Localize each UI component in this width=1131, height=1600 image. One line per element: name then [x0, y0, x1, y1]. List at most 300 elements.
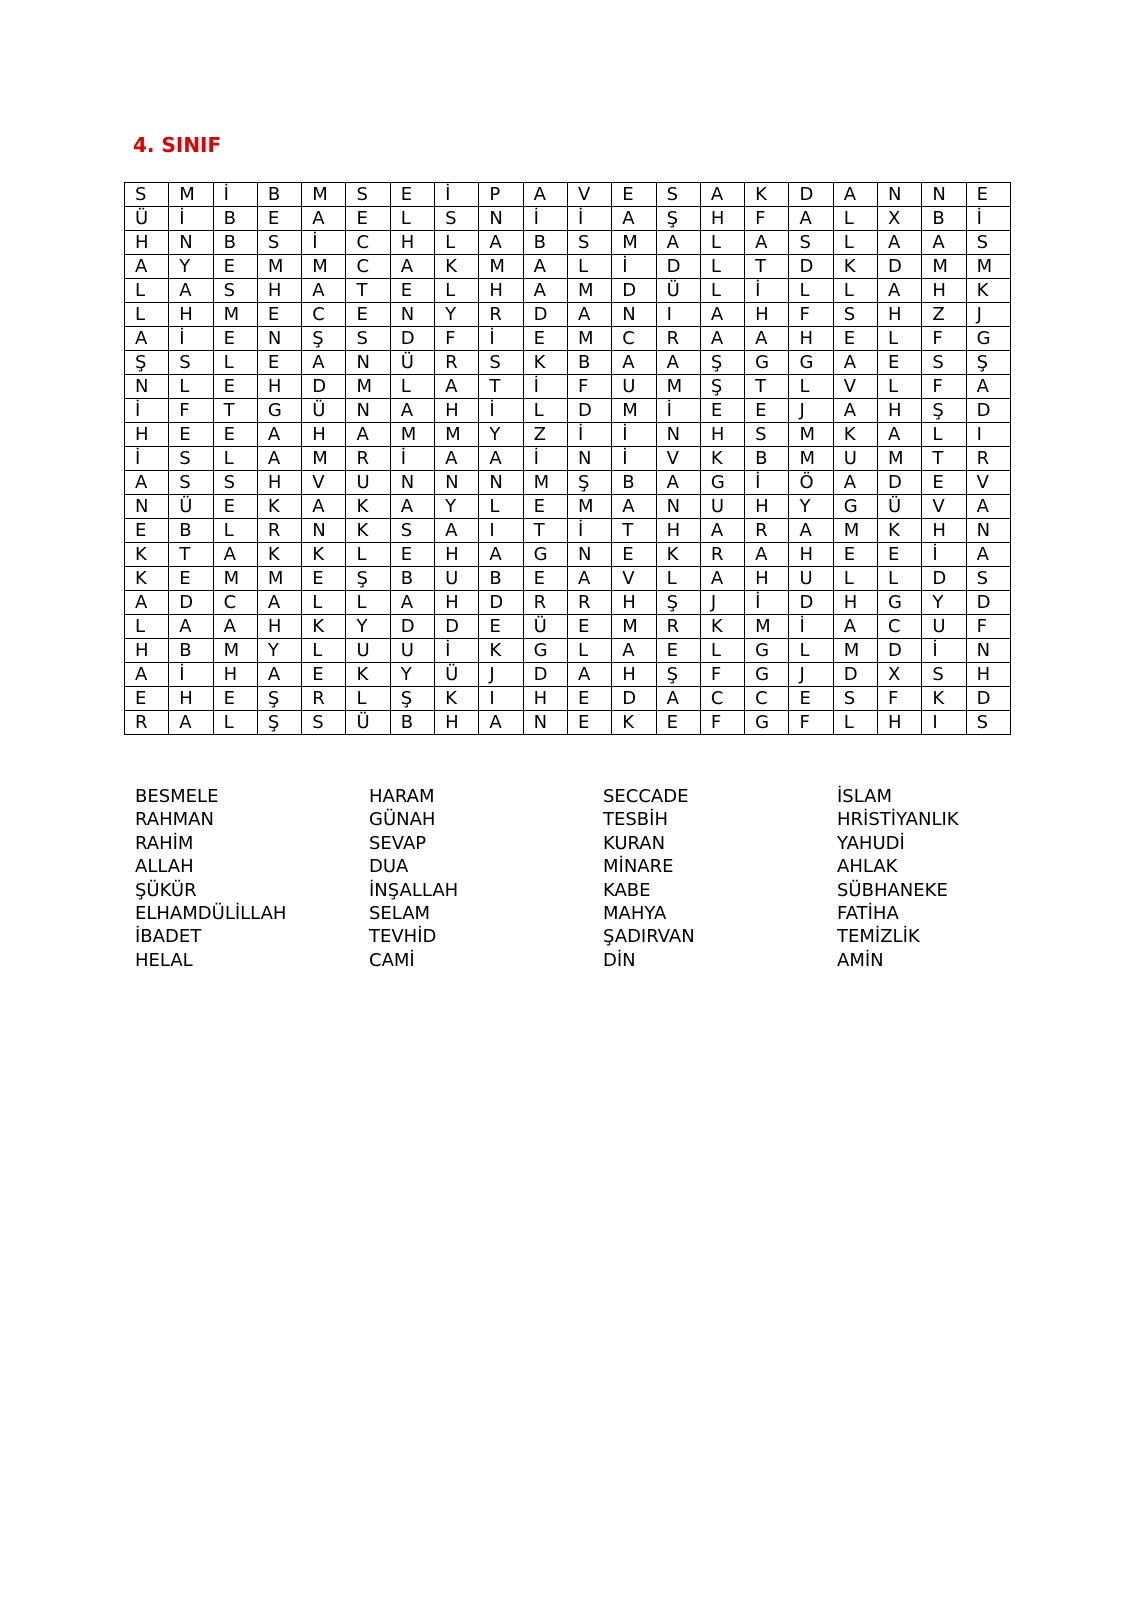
grid-cell: K: [257, 543, 301, 567]
grid-cell: H: [257, 471, 301, 495]
grid-cell: Y: [390, 663, 434, 687]
grid-cell: H: [435, 543, 479, 567]
grid-cell: A: [169, 279, 213, 303]
grid-cell: A: [700, 303, 744, 327]
grid-cell: E: [390, 543, 434, 567]
grid-cell: D: [789, 255, 833, 279]
grid-cell: M: [213, 639, 257, 663]
grid-cell: H: [612, 591, 656, 615]
grid-cell: D: [878, 255, 922, 279]
grid-cell: M: [567, 279, 611, 303]
word-list-item: HELAL: [135, 949, 193, 971]
grid-cell: S: [966, 711, 1010, 735]
grid-cell: B: [257, 183, 301, 207]
grid-cell: E: [169, 567, 213, 591]
grid-cell: N: [346, 399, 390, 423]
grid-row: [125, 687, 1011, 711]
grid-cell: K: [479, 639, 523, 663]
grid-cell: M: [302, 183, 346, 207]
grid-cell: H: [479, 279, 523, 303]
grid-cell: İ: [169, 207, 213, 231]
grid-cell: A: [125, 591, 169, 615]
grid-cell: S: [966, 567, 1010, 591]
grid-cell: M: [833, 519, 877, 543]
word-list-item: TEMİZLİK: [837, 926, 920, 948]
grid-cell: L: [213, 711, 257, 735]
page-title: 4. SINIF: [133, 133, 222, 157]
grid-cell: İ: [567, 207, 611, 231]
grid-cell: I: [479, 687, 523, 711]
grid-cell: S: [125, 183, 169, 207]
grid-cell: Ş: [125, 351, 169, 375]
grid-cell: E: [523, 567, 567, 591]
word-list-item: HARAM: [369, 786, 435, 807]
grid-cell: A: [523, 279, 567, 303]
grid-cell: L: [302, 591, 346, 615]
grid-cell: Ş: [257, 711, 301, 735]
grid-cell: K: [612, 711, 656, 735]
grid-row: [125, 279, 1011, 303]
grid-cell: F: [789, 303, 833, 327]
grid-cell: M: [302, 255, 346, 279]
grid-cell: A: [479, 231, 523, 255]
word-list-item: DİN: [603, 949, 636, 971]
grid-row: [125, 327, 1011, 351]
grid-cell: D: [390, 327, 434, 351]
grid-cell: L: [833, 207, 877, 231]
grid-cell: L: [700, 255, 744, 279]
grid-cell: H: [789, 543, 833, 567]
grid-cell: N: [656, 423, 700, 447]
grid-cell: N: [567, 543, 611, 567]
grid-body: [125, 183, 1011, 735]
word-list-item: ALLAH: [135, 856, 194, 878]
word-list-item: İBADET: [135, 926, 202, 948]
grid-cell: M: [479, 255, 523, 279]
grid-cell: L: [789, 279, 833, 303]
grid-cell: Ü: [435, 663, 479, 687]
grid-cell: H: [390, 231, 434, 255]
grid-cell: Ş: [656, 663, 700, 687]
grid-cell: J: [966, 303, 1010, 327]
grid-cell: H: [745, 495, 789, 519]
grid-cell: A: [302, 279, 346, 303]
grid-cell: B: [169, 639, 213, 663]
grid-cell: L: [523, 399, 567, 423]
grid-cell: A: [567, 663, 611, 687]
word-list-item: ELHAMDÜLİLLAH: [135, 902, 287, 924]
grid-cell: D: [966, 687, 1010, 711]
grid-cell: M: [922, 255, 966, 279]
grid-cell: M: [656, 375, 700, 399]
grid-cell: U: [435, 567, 479, 591]
grid-cell: A: [302, 351, 346, 375]
grid-cell: M: [435, 423, 479, 447]
grid-cell: A: [435, 519, 479, 543]
grid-cell: K: [833, 423, 877, 447]
grid-cell: L: [390, 375, 434, 399]
grid-cell: E: [656, 639, 700, 663]
grid-cell: K: [125, 543, 169, 567]
grid-cell: E: [213, 327, 257, 351]
grid-row: [125, 255, 1011, 279]
grid-row: [125, 231, 1011, 255]
grid-cell: Ş: [302, 327, 346, 351]
word-list-item: SEVAP: [369, 832, 427, 854]
grid-cell: T: [523, 519, 567, 543]
word-list-item: HRİSTİYANLIK: [837, 809, 959, 831]
grid-cell: N: [479, 207, 523, 231]
grid-cell: A: [878, 279, 922, 303]
grid-cell: N: [966, 639, 1010, 663]
word-list: [135, 785, 1071, 972]
grid-cell: B: [390, 711, 434, 735]
grid-cell: B: [922, 207, 966, 231]
grid-cell: M: [567, 327, 611, 351]
grid-cell: A: [700, 183, 744, 207]
grid-cell: A: [125, 471, 169, 495]
grid-cell: I: [922, 711, 966, 735]
grid-cell: A: [700, 327, 744, 351]
grid-cell: M: [346, 375, 390, 399]
grid-cell: B: [479, 567, 523, 591]
grid-cell: A: [479, 447, 523, 471]
grid-cell: L: [169, 375, 213, 399]
grid-cell: B: [213, 231, 257, 255]
grid-cell: H: [435, 399, 479, 423]
grid-cell: L: [213, 351, 257, 375]
word-list-item: TESBİH: [603, 809, 668, 831]
grid-cell: L: [390, 207, 434, 231]
grid-cell: Y: [789, 495, 833, 519]
grid-cell: S: [479, 351, 523, 375]
grid-cell: E: [966, 183, 1010, 207]
grid-cell: A: [390, 495, 434, 519]
grid-cell: H: [745, 567, 789, 591]
grid-row: [125, 495, 1011, 519]
grid-cell: T: [745, 375, 789, 399]
grid-cell: A: [169, 711, 213, 735]
grid-cell: A: [745, 231, 789, 255]
grid-cell: F: [789, 711, 833, 735]
grid-cell: A: [169, 615, 213, 639]
grid-cell: I: [656, 303, 700, 327]
grid-cell: G: [523, 639, 567, 663]
grid-cell: L: [700, 231, 744, 255]
word-list-item: TEVHİD: [369, 926, 437, 948]
grid-cell: N: [390, 303, 434, 327]
grid-cell: H: [435, 711, 479, 735]
grid-row: [125, 375, 1011, 399]
grid-row: [125, 447, 1011, 471]
grid-cell: M: [745, 615, 789, 639]
grid-cell: A: [966, 495, 1010, 519]
grid-row: [125, 639, 1011, 663]
grid-cell: M: [213, 303, 257, 327]
grid-cell: A: [435, 447, 479, 471]
word-list-item: RAHMAN: [135, 809, 214, 831]
grid-cell: F: [745, 207, 789, 231]
grid-cell: H: [257, 279, 301, 303]
grid-cell: E: [257, 303, 301, 327]
grid-cell: M: [966, 255, 1010, 279]
grid-cell: L: [833, 279, 877, 303]
grid-cell: S: [169, 447, 213, 471]
grid-cell: L: [125, 303, 169, 327]
grid-cell: A: [656, 471, 700, 495]
grid-cell: R: [656, 615, 700, 639]
grid-cell: Ş: [390, 687, 434, 711]
grid-cell: H: [213, 663, 257, 687]
grid-cell: B: [169, 519, 213, 543]
grid-cell: S: [213, 471, 257, 495]
grid-cell: A: [966, 375, 1010, 399]
grid-cell: E: [213, 495, 257, 519]
grid-cell: Ü: [125, 207, 169, 231]
grid-cell: B: [567, 351, 611, 375]
grid-cell: L: [922, 423, 966, 447]
grid-cell: R: [257, 519, 301, 543]
grid-cell: N: [257, 327, 301, 351]
grid-cell: K: [257, 495, 301, 519]
grid-cell: R: [966, 447, 1010, 471]
grid-cell: A: [789, 207, 833, 231]
grid-cell: V: [612, 567, 656, 591]
grid-cell: A: [833, 471, 877, 495]
grid-cell: Y: [435, 495, 479, 519]
grid-cell: T: [213, 399, 257, 423]
grid-cell: M: [257, 567, 301, 591]
grid-cell: F: [700, 663, 744, 687]
grid-cell: S: [169, 471, 213, 495]
word-list-item: FATİHA: [837, 902, 899, 924]
grid-cell: R: [435, 351, 479, 375]
grid-cell: M: [567, 495, 611, 519]
grid-cell: D: [966, 591, 1010, 615]
grid-cell: U: [833, 447, 877, 471]
grid-cell: H: [125, 423, 169, 447]
grid-cell: M: [878, 447, 922, 471]
grid-cell: L: [789, 639, 833, 663]
grid-cell: L: [700, 279, 744, 303]
grid-cell: K: [302, 615, 346, 639]
grid-cell: D: [435, 615, 479, 639]
grid-cell: E: [567, 615, 611, 639]
word-list-item: İSLAM: [837, 786, 893, 807]
grid-cell: S: [922, 663, 966, 687]
grid-cell: E: [612, 543, 656, 567]
grid-cell: H: [257, 375, 301, 399]
grid-cell: L: [125, 615, 169, 639]
grid-cell: B: [612, 471, 656, 495]
grid-cell: N: [479, 471, 523, 495]
grid-cell: İ: [612, 423, 656, 447]
grid-cell: H: [435, 591, 479, 615]
grid-cell: C: [878, 615, 922, 639]
grid-cell: Ş: [700, 375, 744, 399]
grid-cell: S: [789, 231, 833, 255]
grid-cell: E: [213, 375, 257, 399]
grid-cell: T: [169, 543, 213, 567]
word-list-item: YAHUDİ: [837, 832, 905, 854]
word-column: [135, 785, 369, 972]
grid-cell: A: [302, 207, 346, 231]
grid-cell: H: [257, 615, 301, 639]
grid-cell: M: [390, 423, 434, 447]
grid-cell: A: [700, 567, 744, 591]
grid-row: [125, 207, 1011, 231]
word-list-item: CAMİ: [369, 949, 415, 971]
grid-cell: D: [656, 255, 700, 279]
grid-cell: İ: [479, 327, 523, 351]
grid-cell: B: [390, 567, 434, 591]
grid-cell: K: [346, 495, 390, 519]
grid-cell: D: [878, 639, 922, 663]
grid-cell: Ö: [789, 471, 833, 495]
word-column: [603, 785, 837, 972]
word-list-item: MİNARE: [603, 856, 674, 878]
grid-cell: L: [878, 375, 922, 399]
grid-cell: H: [656, 519, 700, 543]
grid-cell: M: [257, 255, 301, 279]
grid-cell: İ: [169, 327, 213, 351]
grid-cell: H: [789, 327, 833, 351]
grid-cell: S: [257, 231, 301, 255]
grid-cell: N: [346, 351, 390, 375]
grid-cell: İ: [612, 255, 656, 279]
grid-cell: L: [833, 567, 877, 591]
grid-cell: E: [125, 687, 169, 711]
grid-cell: F: [878, 687, 922, 711]
grid-cell: L: [833, 231, 877, 255]
grid-row: [125, 567, 1011, 591]
grid-cell: D: [966, 399, 1010, 423]
word-list-item: RAHİM: [135, 832, 194, 854]
grid-cell: K: [523, 351, 567, 375]
grid-cell: L: [213, 447, 257, 471]
grid-cell: E: [789, 687, 833, 711]
grid-cell: H: [966, 663, 1010, 687]
grid-cell: E: [346, 207, 390, 231]
grid-cell: N: [656, 495, 700, 519]
grid-cell: B: [523, 231, 567, 255]
grid-cell: E: [257, 351, 301, 375]
grid-cell: H: [878, 399, 922, 423]
grid-cell: F: [922, 375, 966, 399]
grid-cell: G: [257, 399, 301, 423]
word-list-item: GÜNAH: [369, 809, 436, 831]
grid-cell: R: [302, 687, 346, 711]
grid-cell: D: [302, 375, 346, 399]
word-list-item: SECCADE: [603, 786, 689, 807]
grid-cell: V: [966, 471, 1010, 495]
grid-cell: L: [567, 639, 611, 663]
grid-cell: L: [700, 639, 744, 663]
grid-cell: H: [833, 591, 877, 615]
grid-cell: U: [612, 375, 656, 399]
grid-cell: A: [390, 255, 434, 279]
grid-cell: J: [789, 399, 833, 423]
word-list-item: KURAN: [603, 832, 666, 854]
word-list-item: İNŞALLAH: [369, 879, 459, 901]
grid-cell: S: [302, 711, 346, 735]
grid-cell: H: [302, 423, 346, 447]
grid-cell: G: [700, 471, 744, 495]
grid-cell: Y: [346, 615, 390, 639]
grid-cell: N: [390, 471, 434, 495]
grid-cell: E: [878, 351, 922, 375]
grid-cell: H: [169, 687, 213, 711]
grid-cell: K: [922, 687, 966, 711]
grid-cell: A: [567, 303, 611, 327]
grid-cell: J: [789, 663, 833, 687]
grid-cell: E: [213, 255, 257, 279]
grid-cell: İ: [169, 663, 213, 687]
grid-cell: A: [612, 351, 656, 375]
grid-cell: A: [257, 591, 301, 615]
grid-cell: İ: [567, 519, 611, 543]
grid-cell: A: [878, 231, 922, 255]
grid-cell: Y: [479, 423, 523, 447]
grid-cell: K: [435, 255, 479, 279]
grid-cell: K: [346, 519, 390, 543]
grid-cell: E: [745, 399, 789, 423]
grid-cell: L: [878, 327, 922, 351]
grid-cell: H: [922, 279, 966, 303]
grid-cell: H: [922, 519, 966, 543]
grid-cell: A: [700, 519, 744, 543]
grid-cell: S: [169, 351, 213, 375]
grid-cell: C: [302, 303, 346, 327]
grid-cell: L: [346, 687, 390, 711]
grid-cell: U: [922, 615, 966, 639]
grid-cell: D: [922, 567, 966, 591]
grid-cell: G: [833, 495, 877, 519]
grid-cell: G: [878, 591, 922, 615]
grid-cell: L: [567, 255, 611, 279]
grid-cell: A: [390, 591, 434, 615]
grid-cell: İ: [523, 447, 567, 471]
grid-cell: G: [745, 711, 789, 735]
grid-cell: A: [567, 567, 611, 591]
grid-cell: H: [700, 423, 744, 447]
grid-cell: N: [435, 471, 479, 495]
grid-cell: D: [479, 591, 523, 615]
grid-cell: Ü: [523, 615, 567, 639]
grid-cell: Ü: [302, 399, 346, 423]
grid-cell: E: [390, 279, 434, 303]
grid-cell: A: [656, 351, 700, 375]
grid-cell: L: [346, 591, 390, 615]
grid-cell: A: [789, 519, 833, 543]
grid-cell: F: [435, 327, 479, 351]
grid-cell: A: [878, 423, 922, 447]
grid-cell: K: [700, 447, 744, 471]
grid-row: [125, 399, 1011, 423]
grid-cell: Y: [169, 255, 213, 279]
grid-cell: N: [922, 183, 966, 207]
grid-cell: Z: [922, 303, 966, 327]
grid-row: [125, 423, 1011, 447]
grid-cell: U: [789, 567, 833, 591]
grid-cell: T: [479, 375, 523, 399]
grid-cell: A: [346, 423, 390, 447]
grid-cell: L: [789, 375, 833, 399]
grid-cell: L: [878, 567, 922, 591]
grid-cell: A: [656, 231, 700, 255]
grid-cell: A: [257, 423, 301, 447]
grid-cell: E: [523, 327, 567, 351]
